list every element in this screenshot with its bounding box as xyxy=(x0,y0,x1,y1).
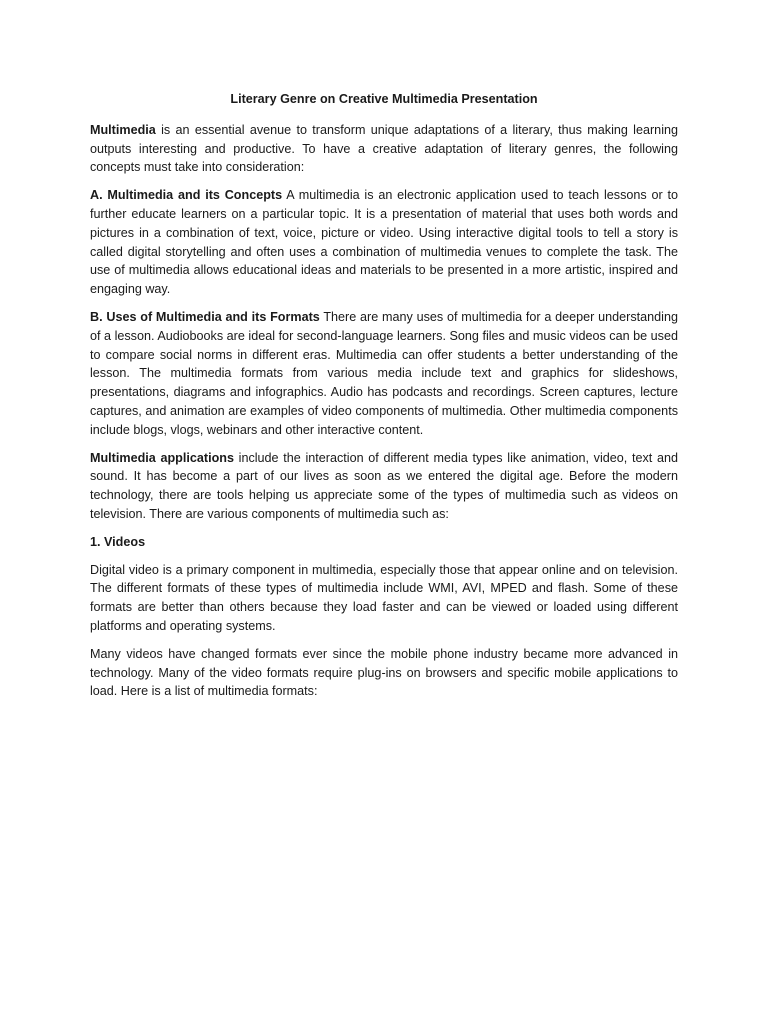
section-a-text: A multimedia is an electronic application used to teach lessons or to further educate learners on a particular topic. It is a presentation of material that uses both words and pictures in a combination of text, voice, picture or video. Using interactive digital tools to tell a story is called digital storytelling and often uses a combination of multimedia venues to complete the task. The use of multimedia allows educational ideas and materials to be presented in a more artistic, inspired and engaging way. xyxy=(90,188,679,297)
intro-lead: Multimedia xyxy=(90,122,156,137)
videos-heading: 1. Videos xyxy=(90,534,146,549)
section-a-paragraph xyxy=(90,186,678,299)
applications-lead: Multimedia applications xyxy=(90,450,234,465)
section-b-text: There are many uses of multimedia for a deeper understanding of a lesson. Audiobooks are ideal for second-language learners. Song files and music videos can be used to compare social norms in different eras. Multimedia can offer students a better understanding of the lesson. The multimedia formats from various media include text and graphics for slideshows, presentations, diagrams and infographics. Audio has podcasts and recordings. Screen captures, lecture captures, and animation are examples of video components of multimedia. Other multimedia components include blogs, vlogs, webinars and other interactive content. xyxy=(90,309,678,437)
section-b-heading: B. Uses of Multimedia and its Formats xyxy=(90,309,320,324)
intro-text: is an essential avenue to transform unique adaptations of a literary, thus making learning outputs interesting and productive. To have a creative adaptation of literary genres, the following concepts must take into consideration: xyxy=(90,122,678,175)
intro-paragraph xyxy=(90,121,678,177)
section-b-paragraph xyxy=(90,308,678,440)
document-page xyxy=(90,90,678,710)
applications-text: include the interaction of different media types like animation, video, text and sound. It has become a part of our lives as soon as we entered the digital age. Before the modern technology, there are tools helping us appreciate some of the types of multimedia such as videos on television. There are various components of multimedia such as: xyxy=(90,450,678,521)
applications-paragraph xyxy=(90,449,678,524)
section-a-heading: A. Multimedia and its Concepts xyxy=(90,188,283,203)
document-title: Literary Genre on Creative Multimedia Presentation xyxy=(230,92,538,106)
videos-paragraph-1: Digital video is a primary component in multimedia, especially those that appear online and on television. The different formats of these types of multimedia include WMI, AVI, MPED and flash. Some of these formats are better than others because they load faster and can be viewed or loaded using different platforms and operating systems. xyxy=(90,562,678,633)
videos-paragraph-2: Many videos have changed formats ever since the mobile phone industry became more advanced in technology. Many of the video formats require plug-ins on browsers and specific mobile applications to load. Here is a list of multimedia formats: xyxy=(90,646,678,699)
